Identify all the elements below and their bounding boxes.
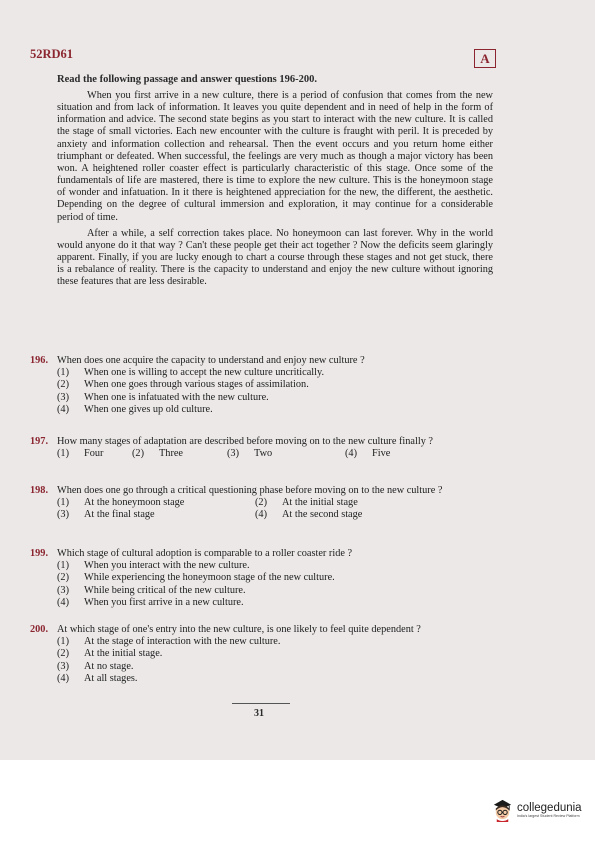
question-text: Which stage of cultural adoption is comparable to a roller coaster ride ? — [57, 548, 353, 559]
option-number: (3) — [57, 509, 70, 521]
option-number: (1) — [57, 367, 70, 379]
option — [57, 636, 494, 648]
option — [57, 509, 255, 521]
question-number: 196. — [30, 355, 49, 366]
question-number: 199. — [30, 548, 49, 559]
question-text: When does one go through a critical questioning phase before moving on to the new culture ? — [57, 485, 443, 496]
option — [57, 448, 132, 460]
option-text: When one is infatuated with the new culture. — [84, 391, 269, 403]
option-text: When one is willing to accept the new culture uncritically. — [84, 367, 325, 379]
option — [255, 509, 362, 521]
option-number: (4) — [255, 509, 268, 521]
option-text: At no stage. — [84, 660, 134, 672]
option-number: (2) — [132, 448, 145, 460]
option — [345, 448, 390, 460]
option-number: (4) — [57, 672, 70, 684]
option — [255, 497, 358, 509]
option — [57, 597, 494, 609]
option — [57, 497, 255, 509]
option-number: (2) — [57, 648, 70, 660]
option-text: Four — [84, 448, 104, 460]
option-text: When one gives up old culture. — [84, 403, 213, 415]
collegedunia-tagline: India's largest Student Review Platform — [517, 813, 580, 818]
option-number: (3) — [57, 660, 70, 672]
passage-instruction: Read the following passage and answer questions 196-200. — [57, 74, 318, 85]
option — [57, 379, 494, 391]
page-number-rule — [232, 703, 290, 704]
passage-paragraph: After a while, a self correction takes place. No honeymoon can last forever. Why in the world would anyone do it that way ? Can't these people get their act together ? Now the deficits seem glaringly apparent. Finally, if you are lucky enough to chart a course through these stages and not get stuck, there is a rebalance of reality. There is the capacity to understand and enjoy the new culture without ignoring these features that are less desirable. — [57, 227, 493, 288]
reading-passage — [57, 90, 493, 293]
option-text: At the final stage — [84, 509, 155, 521]
option-text: At the second stage — [282, 509, 363, 521]
option — [57, 673, 494, 685]
option-text: At all stages. — [84, 672, 138, 684]
collegedunia-watermark — [491, 797, 582, 822]
question-text: When does one acquire the capacity to understand and enjoy new culture ? — [57, 355, 365, 366]
option-number: (3) — [57, 584, 70, 596]
option — [132, 448, 227, 460]
option-number: (4) — [57, 596, 70, 608]
question-number: 200. — [30, 624, 49, 635]
question-196 — [30, 355, 494, 416]
option-text: At the initial stage — [282, 497, 358, 509]
option — [57, 661, 494, 673]
option-text: Five — [372, 448, 391, 460]
passage-paragraph: When you first arrive in a new culture, there is a period of confusion that comes from the new situation and from lack of information. It leaves you quite dependent and in need of help in the form of information and advice. The second state begins as you start to interact with the new culture. It is called the stage of small victories. Each new encounter with the culture is fraught with peril. It is preceded by anxiety and information collection and rehearsal. Then the event occurs and you return home either triumphant or defeated. When successful, the feelings are very much as though a major victory has been won. A heightened roller coaster effect is particularly characteristic of this stage. Once some of the fundamentals of life are mastered, there is time to explore the new culture. This is the honeymoon stage of wonder and infatuation. In it there is heightened appreciation for the new, the different, the aesthetic. Depending on the degree of cultural immersion and exploration, it may continue for a considerable period of time. — [57, 90, 493, 223]
option — [57, 367, 494, 379]
question-text: How many stages of adaptation are described before moving on to the new culture finally ? — [57, 436, 433, 447]
option-number: (3) — [227, 448, 240, 460]
option-text: While experiencing the honeymoon stage of the new culture. — [84, 572, 335, 584]
option-number: (1) — [57, 448, 70, 460]
option-number: (2) — [255, 497, 268, 509]
collegedunia-logo-icon — [491, 797, 514, 822]
option-number: (2) — [57, 572, 70, 584]
option — [57, 572, 494, 584]
question-197 — [30, 436, 494, 460]
option-number: (4) — [57, 403, 70, 415]
option-text: At the initial stage. — [84, 648, 163, 660]
option-text: At the honeymoon stage — [84, 497, 185, 509]
option-number: (3) — [57, 391, 70, 403]
option-text: When one goes through various stages of assimilation. — [84, 379, 309, 391]
option-row — [57, 497, 494, 509]
option-text: Two — [254, 448, 273, 460]
collegedunia-brand-text: collegedunia — [517, 801, 582, 814]
page-number: 31 — [254, 708, 264, 719]
option-number: (1) — [57, 636, 70, 648]
question-text: At which stage of one's entry into the new culture, is one likely to feel quite dependent ? — [57, 624, 421, 635]
option-text: At the stage of interaction with the new culture. — [84, 636, 281, 648]
question-198 — [30, 485, 494, 522]
option — [57, 392, 494, 404]
option-text: When you first arrive in a new culture. — [84, 596, 244, 608]
option — [57, 648, 494, 660]
option-row — [57, 448, 494, 460]
option-text: When you interact with the new culture. — [84, 560, 250, 572]
option — [57, 404, 494, 416]
set-label-box: A — [474, 49, 496, 68]
option-row — [57, 509, 494, 521]
option-number: (1) — [57, 497, 70, 509]
option-number: (2) — [57, 379, 70, 391]
option-text: While being critical of the new culture. — [84, 584, 246, 596]
question-number: 197. — [30, 436, 49, 447]
option — [57, 585, 494, 597]
option-number: (1) — [57, 560, 70, 572]
option — [227, 448, 345, 460]
option — [57, 560, 494, 572]
question-number: 198. — [30, 485, 49, 496]
option-number: (4) — [345, 448, 358, 460]
question-199 — [30, 548, 494, 609]
question-200 — [30, 624, 494, 685]
paper-code: 52RD61 — [30, 47, 74, 61]
option-text: Three — [159, 448, 184, 460]
